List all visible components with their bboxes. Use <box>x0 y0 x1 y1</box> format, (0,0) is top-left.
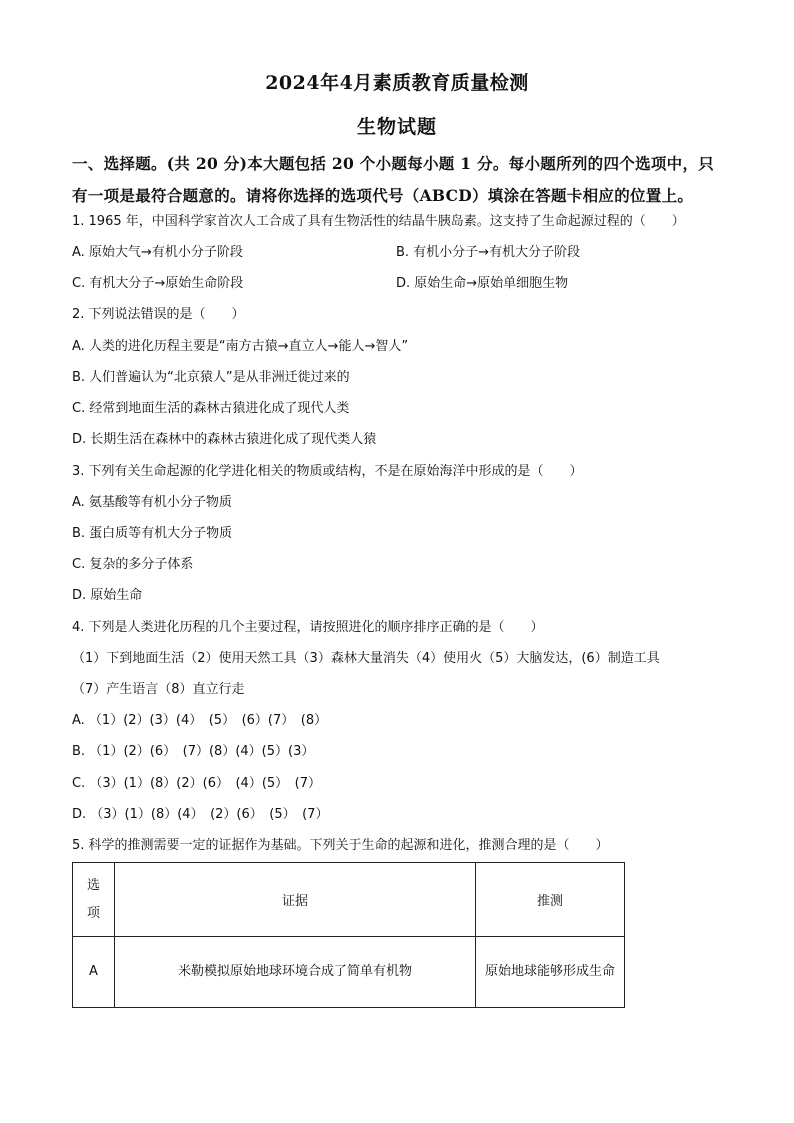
section-heading: 一、选择题。(共 20 分)本大题包括 20 个小题每小题 1 分。每小题所列的四个选项中，只有一项是最符合题意的。请将你选择的选项代号（ABCD）填涂在答题卡相应的位置上。 <box>72 154 715 205</box>
question-2-option-d: D. 长期生活在森林中的森林古猿进化成了现代类人猿 <box>72 432 377 447</box>
question-1-stem: 1. 1965 年，中国科学家首次人工合成了具有生物活性的结晶牛胰岛素。这支持了生命起源过程的（ ） <box>72 214 685 229</box>
question-4-option-c: C. （3）(1）(8）(2）(6） (4）(5） (7） <box>72 776 322 791</box>
question-2-option-a: A. 人类的进化历程主要是“南方古猿→直立人→能人→智人” <box>72 339 409 354</box>
question-1-option-d: D. 原始生命→原始单细胞生物 <box>396 276 569 291</box>
question-4-option-a: A. （1）(2）(3）(4） (5） (6）(7） (8） <box>72 713 328 728</box>
question-1-option-a: A. 原始大气→有机小分子阶段 <box>72 245 243 260</box>
table-header-row <box>73 863 625 937</box>
question-2-stem: 2. 下列说法错误的是（ ） <box>72 307 245 322</box>
table-cell-inference: 原始地球能够形成生命 <box>476 937 625 1008</box>
question-3-stem: 3. 下列有关生命起源的化学进化相关的物质或结构，不是在原始海洋中形成的是（ ） <box>72 464 583 479</box>
table-header-option: 选项 <box>73 863 115 937</box>
question-4-option-d: D. （3）(1）(8）(4） (2）(6） (5） (7） <box>72 807 329 822</box>
question-4-list-line-2: （7）产生语言（8）直立行走 <box>72 682 245 697</box>
question-1-option-c: C. 有机大分子→原始生命阶段 <box>72 276 244 291</box>
table-cell-evidence: 米勒模拟原始地球环境合成了简单有机物 <box>115 937 476 1008</box>
question-2-option-b: B. 人们普遍认为“北京猿人”是从非洲迁徙过来的 <box>72 370 350 385</box>
table-row <box>73 937 625 1008</box>
question-3-option-d: D. 原始生命 <box>72 588 143 603</box>
question-3-option-c: C. 复杂的多分子体系 <box>72 557 194 572</box>
question-3-option-b: B. 蛋白质等有机大分子物质 <box>72 526 233 541</box>
question-4-list-line-1: （1）下到地面生活（2）使用天然工具（3）森林大量消失（4）使用火（5）大脑发达，(6）制造工具 <box>72 651 660 666</box>
question-4-option-b: B. （1）(2）(6） (7）(8）(4）(5）(3） <box>72 744 315 759</box>
question-2-option-c: C. 经常到地面生活的森林古猿进化成了现代人类 <box>72 401 350 416</box>
question-1-option-b: B. 有机小分子→有机大分子阶段 <box>396 245 581 260</box>
question-3-option-a: A. 氨基酸等有机小分子物质 <box>72 495 232 510</box>
exam-title: 2024年4月素质教育质量检测 <box>265 72 529 94</box>
table-cell-option: A <box>73 937 115 1008</box>
question-5-stem: 5. 科学的推测需要一定的证据作为基础。下列关于生命的起源和进化，推测合理的是（ ） <box>72 838 609 853</box>
exam-subject: 生物试题 <box>356 116 437 138</box>
question-5-table <box>72 862 625 1008</box>
table-header-inference: 推测 <box>476 863 625 937</box>
table-header-evidence: 证据 <box>115 863 476 937</box>
question-4-stem: 4. 下列是人类进化历程的几个主要过程，请按照进化的顺序排序正确的是（ ） <box>72 620 544 635</box>
